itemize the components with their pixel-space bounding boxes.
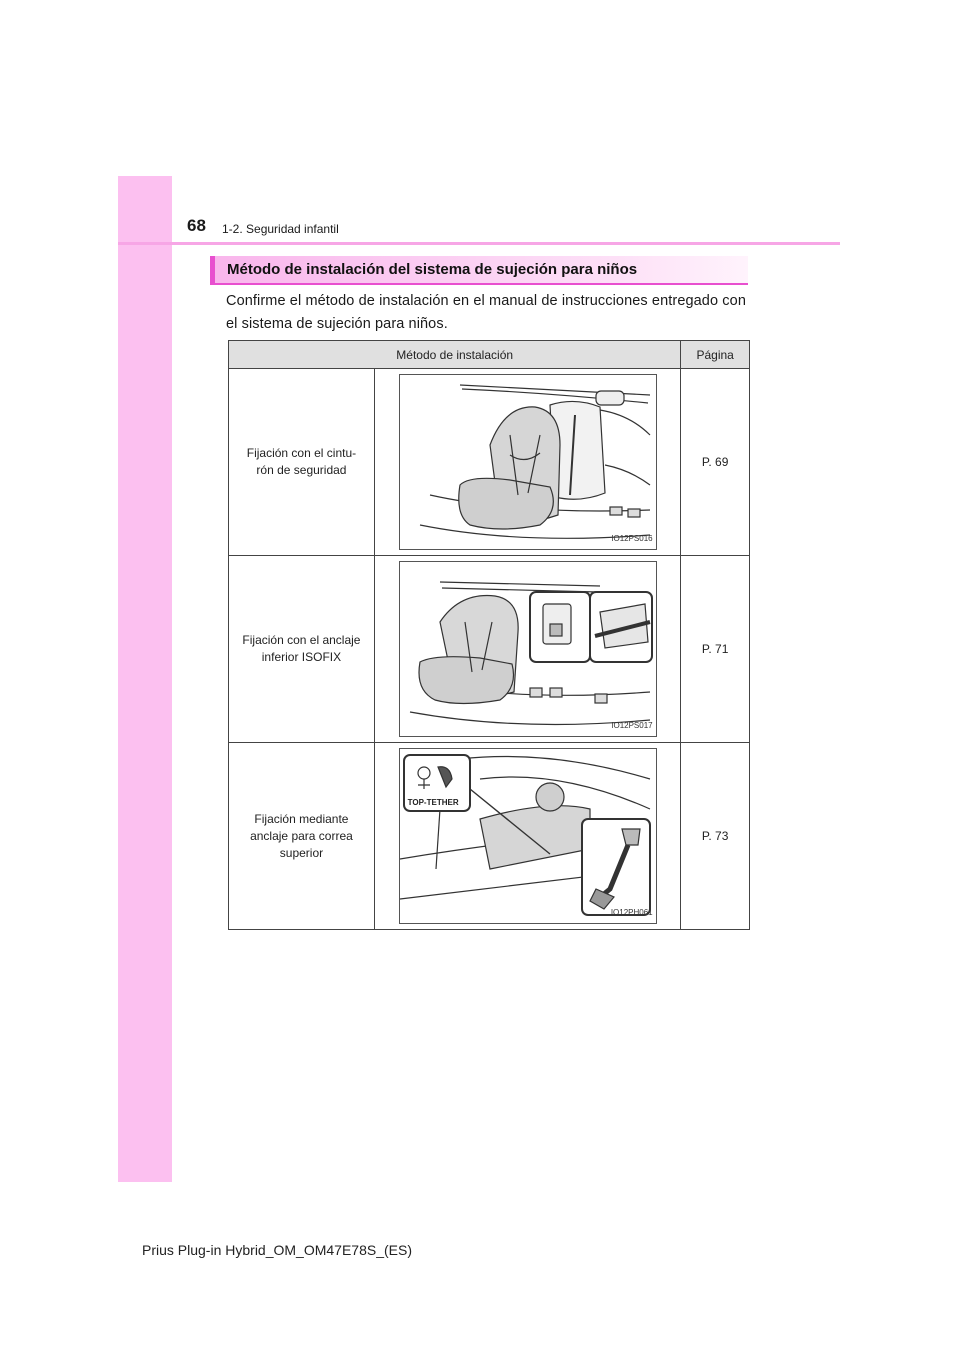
figure-cell [374, 743, 680, 930]
section-heading [210, 256, 748, 283]
page-reference: P. 71 [681, 556, 750, 743]
method-cell: Fijación con el cintu- rón de seguridad [229, 369, 375, 556]
figure-cell [374, 556, 680, 743]
intro-paragraph: Confirme el método de instalación en el manual de instrucciones entregado con el sistema de sujeción para niños. [226, 293, 746, 332]
table-header-row [229, 341, 750, 369]
footer-model: Prius Plug-in Hybrid_OM_OM47E78S_(ES) [142, 1242, 412, 1258]
figure-cell [374, 369, 680, 556]
top-tether-label: TOP-TETHER [407, 798, 459, 807]
header-rule [118, 242, 840, 245]
chapter-side-tab [118, 176, 172, 1182]
figure-code: IO12PS016 [611, 534, 653, 543]
figure-code: IO12PS017 [611, 721, 653, 730]
section-heading-text: Método de instalación del sistema de sujeción para niños [227, 261, 638, 278]
method-cell: Fijación con el anclaje inferior ISOFIX [229, 556, 375, 743]
installation-methods-table [228, 340, 750, 930]
table-row [229, 743, 750, 930]
isofix-installation-figure [399, 561, 657, 737]
column-header-page: Página [681, 341, 750, 369]
figure-code: IO12PH061 [610, 908, 653, 917]
column-header-method: Método de instalación [229, 341, 681, 369]
page-reference: P. 69 [681, 369, 750, 556]
top-tether-anchor-illustration [400, 749, 656, 923]
table-row [229, 556, 750, 743]
isofix-anchor-illustration [400, 562, 656, 736]
top-tether-installation-figure [399, 748, 657, 924]
page-number: 68 [187, 216, 206, 235]
page-reference: P. 73 [681, 743, 750, 930]
table-row [229, 369, 750, 556]
heading-underline [210, 283, 748, 285]
child-seat-belt-illustration [400, 375, 656, 549]
seat-belt-installation-figure [399, 374, 657, 550]
method-cell: Fijación mediante anclaje para correa superior [229, 743, 375, 930]
section-title: 1-2. Seguridad infantil [222, 222, 339, 236]
